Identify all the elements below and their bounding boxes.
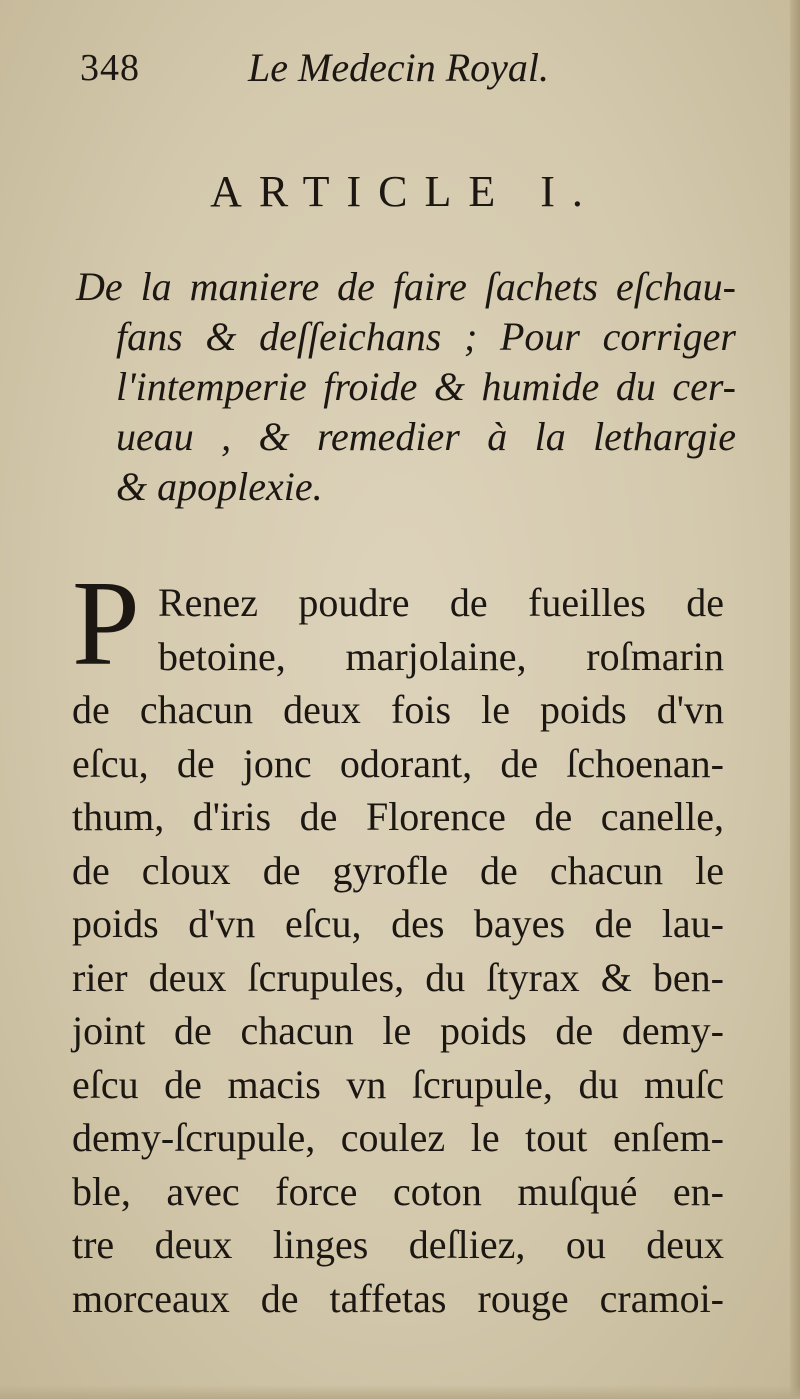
body-line: tre deux linges deſliez, ou deux xyxy=(72,1222,724,1267)
subtitle-line: & apoplexie. xyxy=(116,464,323,509)
body-line: rier deux ſcrupules, du ſtyrax & ben- xyxy=(72,954,724,1000)
running-title: Le Medecin Royal. xyxy=(248,45,549,90)
page-number: 348 xyxy=(80,47,140,89)
body-line: ble, avec force coton muſqué en- xyxy=(72,1168,724,1214)
page-bottom-shadow xyxy=(0,1385,800,1399)
body-line: eſcu, de jonc odorant, de ſchoenan- xyxy=(72,740,724,786)
subtitle-line: ueau , & remedier à la lethargie xyxy=(116,414,736,459)
running-header xyxy=(76,42,736,102)
body-line: thum, d'iris de Florence de canelle, xyxy=(72,794,724,839)
body-line: de chacun deux fois le poids d'vn xyxy=(72,687,724,732)
body-line: Renez poudre de fueilles de xyxy=(158,580,724,625)
body-line: eſcu de macis vn ſcrupule, du muſc xyxy=(72,1061,724,1107)
drop-cap-initial: P xyxy=(72,556,140,691)
subtitle-line: fans & deſſeichans ; Pour corriger xyxy=(116,314,736,359)
body-paragraph xyxy=(72,576,724,1325)
article-subtitle xyxy=(76,262,736,512)
subtitle-line: l'intemperie froide & humide du cer- xyxy=(116,364,736,409)
body-line: betoine, marjolaine, roſmarin xyxy=(158,633,724,679)
article-heading: ARTICLE I. xyxy=(210,167,600,216)
body-line: poids d'vn eſcu, des bayes de lau- xyxy=(72,901,724,946)
body-line: joint de chacun le poids de demy- xyxy=(72,1008,724,1053)
body-line: demy-ſcrupule, coulez le tout enſem- xyxy=(72,1115,724,1160)
subtitle-line: De la maniere de faire ſachets eſchau- xyxy=(76,264,736,309)
body-line: de cloux de gyrofle de chacun le xyxy=(72,847,724,893)
body-line: morceaux de taffetas rouge cramoi- xyxy=(72,1275,724,1321)
